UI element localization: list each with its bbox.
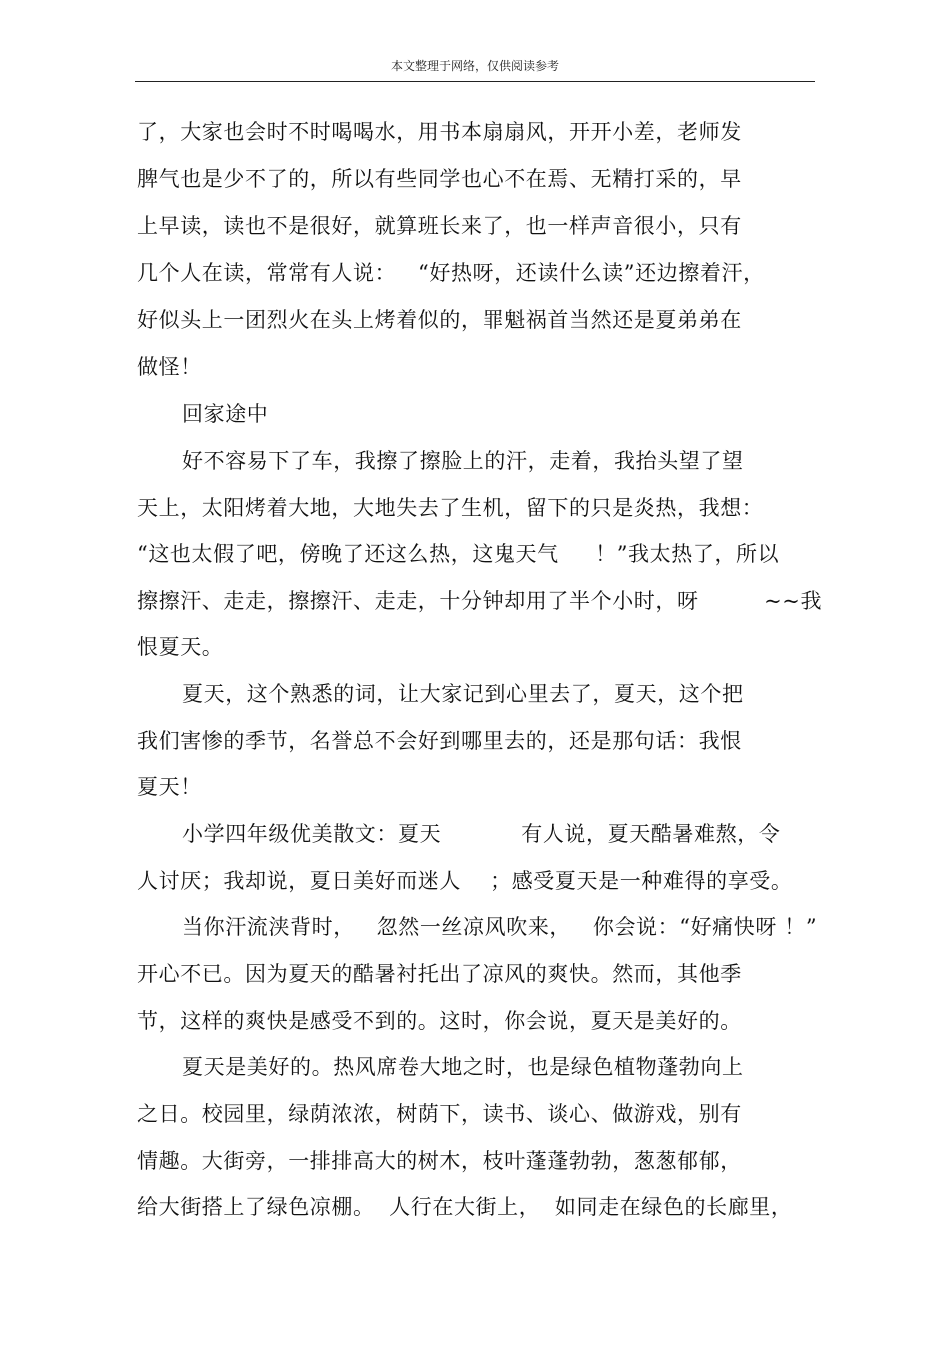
- text-line: 情趣。大街旁，一排排高大的树木，枝叶蓬蓬勃勃，葱葱郁郁，: [137, 1149, 742, 1173]
- text-line: 天上，太阳烤着大地，大地失去了生机，留下的只是炎热，我想：: [137, 496, 764, 520]
- text-line: 开心不已。因为夏天的酷暑衬托出了凉风的爽快。然而，其他季: [137, 962, 742, 986]
- text-line: 夏天是美好的。热风席卷大地之时，也是绿色植物蓬勃向上: [182, 1055, 744, 1079]
- text-line: 节，这样的爽快是感受不到的。这时，你会说，夏天是美好的。: [137, 1009, 742, 1033]
- text-line: 好似头上一团烈火在头上烤着似的，罪魁祸首当然还是夏弟弟在: [137, 308, 742, 332]
- text-line: 脾气也是少不了的，所以有些同学也心不在焉、无精打采的，早: [137, 167, 742, 191]
- text-line: 我们害惨的季节，名誉总不会好到哪里去的，还是那句话：我恨: [137, 729, 742, 753]
- text-line: 人讨厌；我却说，夏日美好而迷人 ；感受夏天是一种难得的享受。: [137, 869, 793, 893]
- text-line: 恨夏天。: [137, 635, 224, 659]
- text-line: 小学四年级优美散文：夏天 有人说，夏天酷暑难熬，令: [182, 822, 781, 846]
- text-line: 夏天，这个熟悉的词，让大家记到心里去了，夏天，这个把: [182, 682, 744, 706]
- text-line: 好不容易下了车，我擦了擦脸上的汗，走着，我抬头望了望: [182, 449, 744, 473]
- text-line: “这也太假了吧，傍晚了还这么热，这鬼天气 ！”我太热了，所以: [137, 542, 780, 566]
- text-line: 上早读，读也不是很好，就算班长来了，也一样声音很小，只有: [137, 214, 742, 238]
- text-line: 做怪！: [137, 355, 202, 379]
- text-line: 之日。校园里，绿荫浓浓，树荫下，读书、谈心、做游戏，别有: [137, 1102, 742, 1126]
- text-line: 夏天！: [137, 775, 202, 799]
- text-line: 了，大家也会时不时喝喝水，用书本扇扇风，开开小差，老师发: [137, 120, 742, 144]
- header-note: 本文整理于网络，仅供阅读参考: [390, 59, 559, 73]
- section-heading: 回家途中: [182, 402, 269, 426]
- text-line: 当你汗流浃背时， 忽然一丝凉风吹来， 你会说：“好痛快呀 ！”: [182, 915, 818, 939]
- text-line: 给大街搭上了绿色凉棚。 人行在大街上， 如同走在绿色的长廊里，: [137, 1195, 793, 1219]
- text-line: 几个人在读，常常有人说： “好热呀，还读什么读”还边擦着汗，: [137, 261, 765, 285]
- text-line: 擦擦汗、走走，擦擦汗、走走，十分钟却用了半个小时，呀 ~~我: [137, 589, 823, 613]
